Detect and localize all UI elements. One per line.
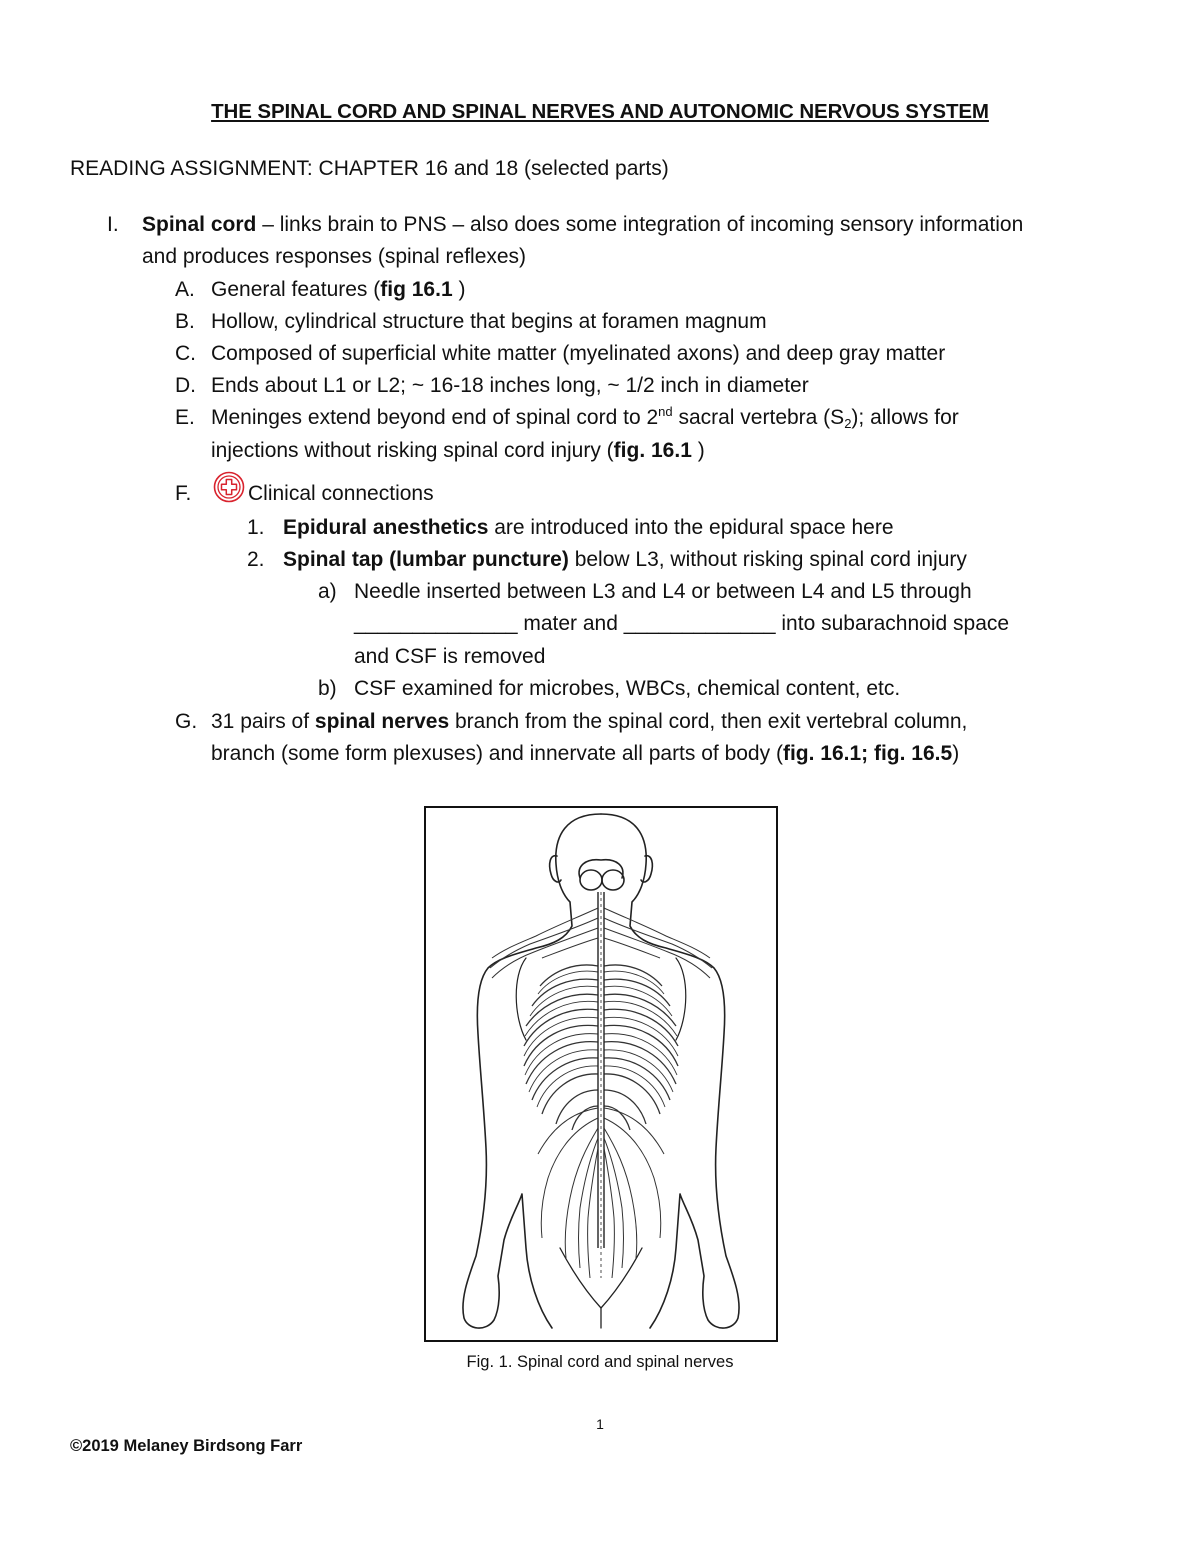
item-a: General features (fig 16.1 ) bbox=[211, 278, 466, 301]
item-marker-f: F. bbox=[175, 482, 192, 505]
figure-reference: fig. 16.1 bbox=[613, 439, 692, 462]
item-f2a-line3: and CSF is removed bbox=[354, 645, 546, 668]
section-text: – links brain to PNS – also does some integration of incoming sensory information bbox=[256, 213, 1024, 236]
item-marker-a: A. bbox=[175, 278, 195, 301]
item-c: Composed of superficial white matter (myelinated axons) and deep gray matter bbox=[211, 342, 946, 365]
figure-frame bbox=[424, 806, 778, 1342]
figure-reference: fig 16.1 bbox=[380, 278, 453, 301]
item-marker-g: G. bbox=[175, 710, 198, 733]
head-outline bbox=[463, 814, 601, 1328]
section-text-continued: and produces responses (spinal reflexes) bbox=[142, 245, 527, 268]
copyright-notice: ©2019 Melaney Birdsong Farr bbox=[70, 1437, 303, 1455]
item-marker-f2a: a) bbox=[318, 580, 337, 603]
item-marker-e: E. bbox=[175, 406, 195, 429]
item-d: Ends about L1 or L2; ~ 16-18 inches long, ~ 1/2 inch in diameter bbox=[211, 374, 809, 397]
reading-assignment: READING ASSIGNMENT: CHAPTER 16 and 18 (selected parts) bbox=[70, 157, 669, 180]
item-f1: Epidural anesthetics are introduced into the epidural space here bbox=[283, 516, 894, 539]
figure-reference: fig. 16.1; fig. 16.5 bbox=[782, 742, 953, 765]
spinal-nerves-illustration bbox=[426, 808, 776, 1340]
document-title: THE SPINAL CORD AND SPINAL NERVES AND AUTONOMIC NERVOUS SYSTEM bbox=[211, 100, 989, 123]
item-f2: Spinal tap (lumbar puncture) below L3, without risking spinal cord injury bbox=[283, 548, 967, 571]
item-e-continued: injections without risking spinal cord injury (fig. 16.1 ) bbox=[211, 439, 705, 462]
figure-caption: Fig. 1. Spinal cord and spinal nerves bbox=[466, 1353, 734, 1371]
item-f: Clinical connections bbox=[248, 482, 434, 505]
item-marker-b: B. bbox=[175, 310, 195, 333]
section-heading: Spinal cord bbox=[142, 213, 257, 236]
item-f2a-fill-in-blanks: ______________ mater and _____________ into subarachnoid space bbox=[354, 612, 1010, 635]
head-outline-right bbox=[601, 814, 739, 1328]
left-skull-opening bbox=[580, 870, 602, 890]
item-f2b: CSF examined for microbes, WBCs, chemical content, etc. bbox=[354, 677, 901, 700]
page-number: 1 bbox=[596, 1416, 604, 1432]
item-e: Meninges extend beyond end of spinal cord to 2nd sacral vertebra $(S_2)$; allows for bbox=[211, 404, 959, 431]
item-marker-c: C. bbox=[175, 342, 196, 365]
item-f2a-line1: Needle inserted between L3 and L4 or between L4 and L5 through bbox=[354, 580, 972, 603]
item-marker-f1: 1. bbox=[247, 516, 265, 539]
item-marker-f2b: b) bbox=[318, 677, 337, 700]
item-g-continued: branch (some form plexuses) and innervate all parts of body (fig. 16.1; fig. 16.5) bbox=[211, 742, 960, 765]
section-marker: I. bbox=[107, 213, 119, 236]
spinal-column bbox=[598, 892, 604, 1278]
item-g: 31 pairs of spinal nerves branch from the spinal cord, then exit vertebral column, bbox=[211, 710, 968, 733]
item-marker-d: D. bbox=[175, 374, 196, 397]
medical-cross-icon bbox=[213, 471, 245, 503]
right-skull-opening bbox=[602, 870, 624, 890]
item-marker-f2: 2. bbox=[247, 548, 265, 571]
section-heading-line bbox=[142, 212, 1023, 238]
item-b: Hollow, cylindrical structure that begins at foramen magnum bbox=[211, 310, 767, 333]
